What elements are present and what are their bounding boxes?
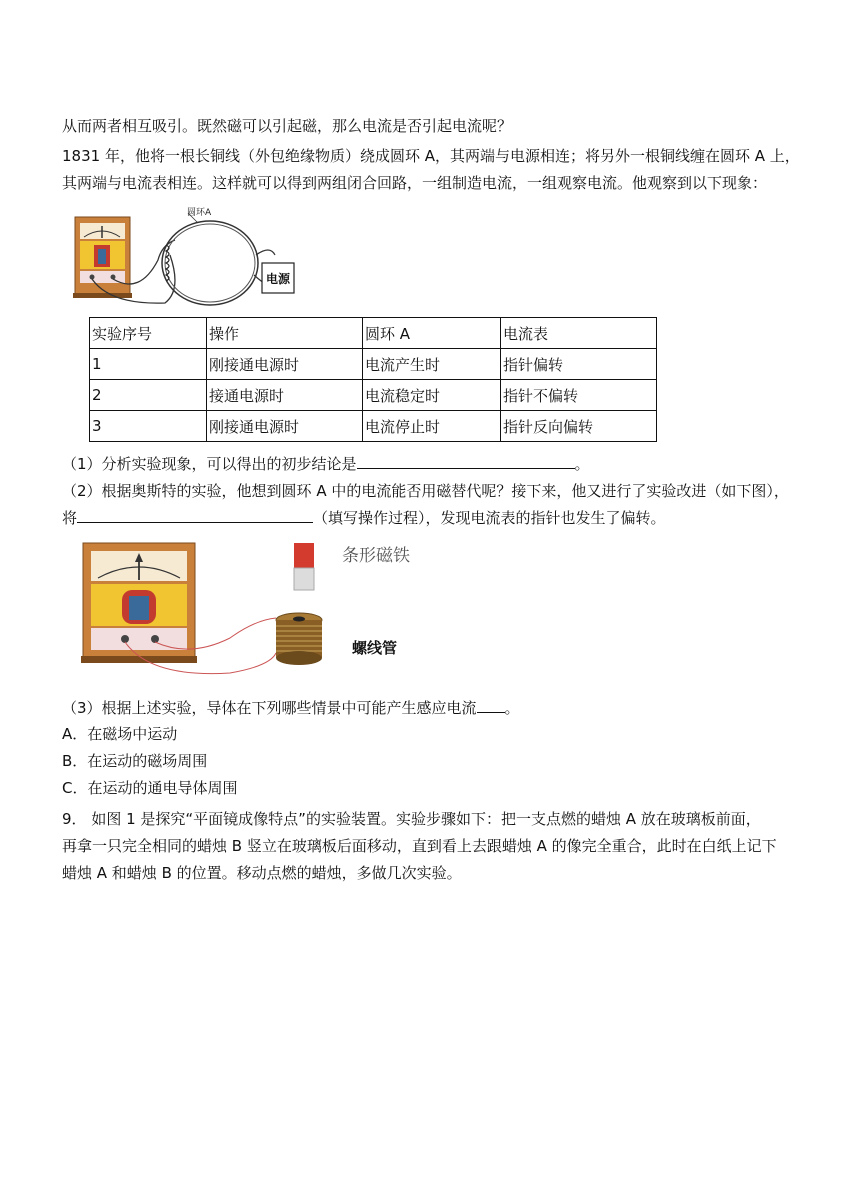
intro-line-2: 1831 年，他将一根长铜线（外包绝缘物质）绕成圆环 A，其两端与电源相连；将另外一根铜线缠在圆环 A 上， bbox=[62, 147, 800, 165]
question-9-text: 如图 1 是探究“平面镜成像特点”的实验装置。实验步骤如下：把一支点燃的蜡烛 A 放在玻璃板前面， bbox=[86, 810, 761, 828]
question-3 bbox=[62, 696, 520, 719]
solenoid-icon bbox=[276, 613, 322, 665]
question-2-line-1: （2）根据奥斯特的实验，他想到圆环 A 中的电流能否用磁替代呢？接下来，他又进行了实验改进（如下图）， bbox=[62, 482, 789, 500]
question-1 bbox=[62, 452, 590, 475]
answer-blank-1[interactable] bbox=[357, 452, 575, 469]
ring-a-label: 圆环A bbox=[187, 208, 212, 218]
bar-magnet-label: 条形磁铁 bbox=[342, 546, 410, 566]
table-row bbox=[90, 380, 657, 411]
experiment-table bbox=[89, 317, 657, 442]
solenoid-label: 螺线管 bbox=[352, 639, 398, 657]
option-b[interactable]: B．在运动的磁场周围 bbox=[62, 752, 208, 770]
table-cell: 电流产生时 bbox=[363, 349, 501, 380]
answer-blank-2[interactable] bbox=[77, 506, 313, 523]
galvanometer-icon bbox=[73, 217, 132, 298]
option-c[interactable]: C．在运动的通电导体周围 bbox=[62, 779, 238, 797]
question-2-line-2 bbox=[62, 506, 666, 529]
table-header: 实验序号 bbox=[90, 318, 207, 349]
question-9-number: 9． bbox=[62, 810, 87, 828]
question-1-text: （1）分析实验现象，可以得出的初步结论是 bbox=[62, 455, 357, 473]
table-cell: 电流稳定时 bbox=[363, 380, 501, 411]
question-2-prefix: 将 bbox=[62, 509, 78, 527]
table-cell: 3 bbox=[90, 411, 207, 442]
table-cell: 刚接通电源时 bbox=[207, 349, 363, 380]
figure-ring-experiment bbox=[70, 205, 310, 310]
intro-line-3: 其两端与电流表相连。这样就可以得到两组闭合回路，一组制造电流，一组观察电流。他观察到以下现象： bbox=[62, 174, 768, 192]
galvanometer-icon bbox=[81, 543, 197, 663]
question-9-line-1 bbox=[62, 808, 761, 830]
intro-line-1: 从而两者相互吸引。既然磁可以引起磁，那么电流是否引起电流呢？ bbox=[62, 117, 513, 135]
table-header: 操作 bbox=[207, 318, 363, 349]
table-cell: 指针不偏转 bbox=[501, 380, 657, 411]
question-9-line-2: 再拿一只完全相同的蜡烛 B 竖立在玻璃板后面移动，直到看上去跟蜡烛 A 的像完全重合，此时在白纸上记下 bbox=[62, 837, 777, 855]
table-row bbox=[90, 349, 657, 380]
table-row bbox=[90, 411, 657, 442]
option-a[interactable]: A．在磁场中运动 bbox=[62, 725, 178, 743]
table-header: 圆环 A bbox=[363, 318, 501, 349]
table-cell: 1 bbox=[90, 349, 207, 380]
question-3-text: （3）根据上述实验，导体在下列哪些情景中可能产生感应电流 bbox=[62, 699, 477, 717]
table-header-row bbox=[90, 318, 657, 349]
table-cell: 接通电源时 bbox=[207, 380, 363, 411]
table-cell: 电流停止时 bbox=[363, 411, 501, 442]
bar-magnet-icon bbox=[294, 543, 314, 590]
table-header: 电流表 bbox=[501, 318, 657, 349]
question-9-line-3: 蜡烛 A 和蜡烛 B 的位置。移动点燃的蜡烛，多做几次实验。 bbox=[62, 864, 462, 882]
table-cell: 指针反向偏转 bbox=[501, 411, 657, 442]
question-3-end: 。 bbox=[504, 699, 520, 717]
question-1-end: 。 bbox=[574, 455, 590, 473]
figure-magnet-experiment bbox=[80, 538, 425, 678]
table-cell: 指针偏转 bbox=[501, 349, 657, 380]
table-cell: 刚接通电源时 bbox=[207, 411, 363, 442]
question-2-suffix: （填写操作过程），发现电流表的指针也发生了偏转。 bbox=[313, 509, 666, 527]
table-cell: 2 bbox=[90, 380, 207, 411]
power-label: 电源 bbox=[265, 272, 291, 286]
answer-blank-3[interactable] bbox=[477, 696, 505, 713]
